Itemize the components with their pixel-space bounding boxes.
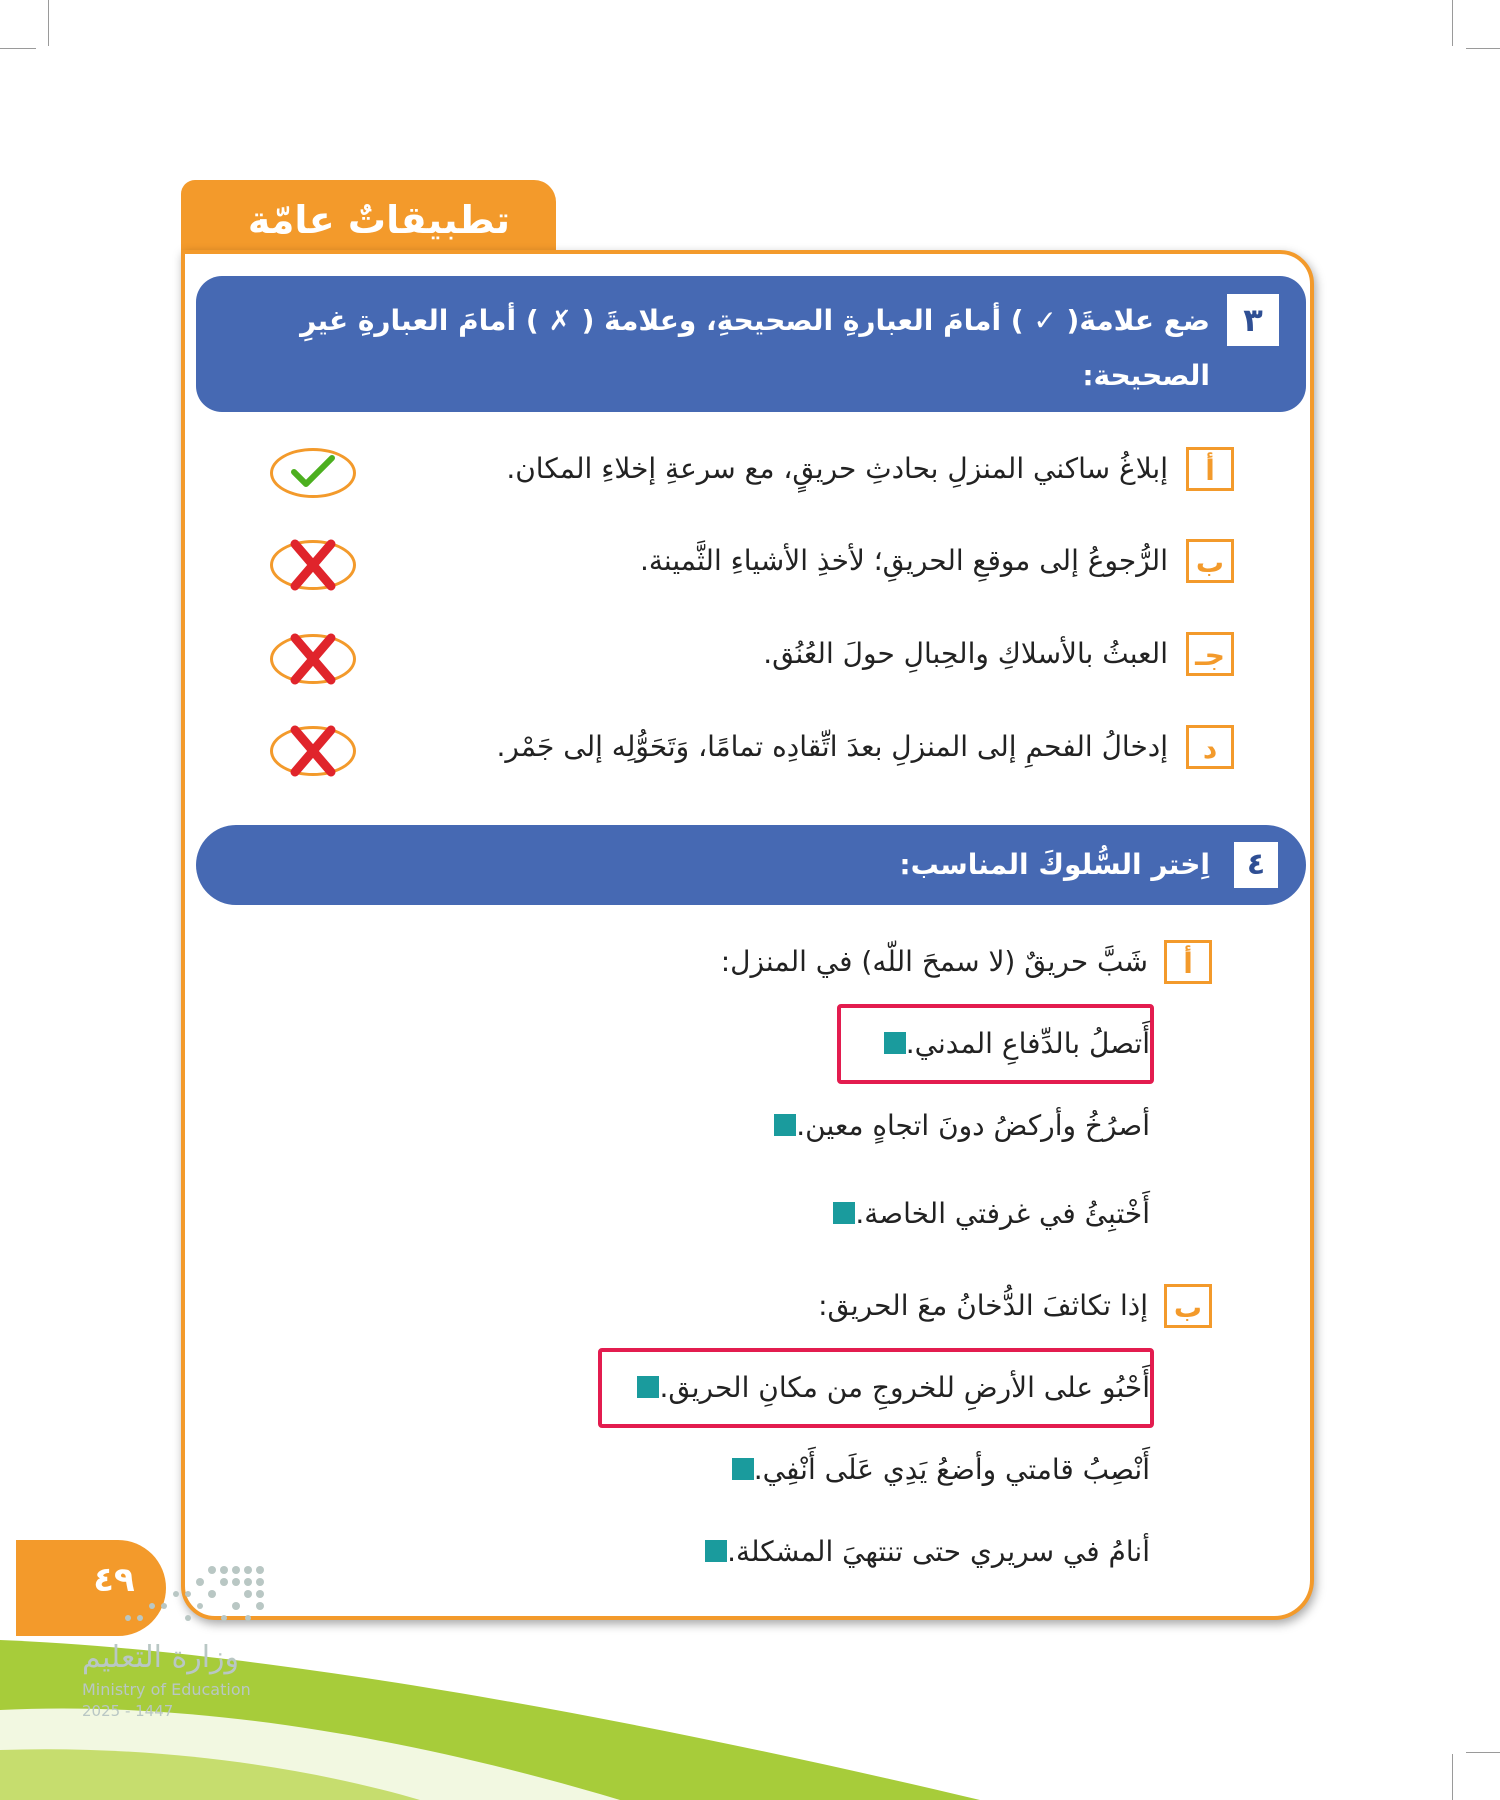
crop-mark [48,0,49,46]
option-item [722,1446,1150,1492]
cross-icon [289,724,337,778]
option-item [695,1528,1150,1574]
option-text: أَحْبُو على الأرضِ للخروجِ من مكانِ الحريق. [659,1370,1150,1404]
edition-year: 2025 - 1447 [82,1702,174,1720]
option-text: أصرُخُ وأركضُ دونَ اتجاهٍ معين. [796,1108,1150,1142]
crop-mark [1466,48,1500,49]
ministry-logo-dots-icon [90,1560,270,1630]
bullet-icon [833,1202,855,1224]
bullet-icon [637,1376,659,1398]
bullet-icon [705,1540,727,1562]
option-text: أَنْصِبُ قامتي وأضعُ يَدِي عَلَى أَنْفِي. [753,1452,1150,1486]
question-4-number: ٤ [1234,842,1278,888]
section-title: تطبيقاتٌ عامّة [247,198,510,242]
part-letter: ب [1164,1284,1212,1328]
statement-text: الرُّجوعُ إلى موقعِ الحريقِ؛ لأخذِ الأشياءِ الثَّمينة. [639,544,1168,577]
option-item [823,1190,1150,1236]
cross-icon [289,538,337,592]
bullet-icon [884,1032,906,1054]
question-3-instruction-line2: الصحيحة: [1082,359,1210,392]
part-letter: أ [1164,940,1212,984]
crop-mark [1452,0,1453,46]
footer-swoosh [0,1600,1500,1800]
cross-icon [289,632,337,686]
statement-text: إبلاغُ ساكني المنزلِ بحادثِ حريقٍ، مع سرعةِ إخلاءِ المكان. [506,452,1168,485]
item-letter: ب [1186,539,1234,583]
item-letter: أ [1186,447,1234,491]
option-item [764,1102,1150,1148]
part-question: شَبَّ حريقٌ (لا سمحَ اللّه) في المنزل: [720,945,1148,978]
option-item [627,1364,1150,1410]
question-4-instruction: اِختر السُّلوكَ المناسب: [899,848,1210,881]
statement-text: إدخالُ الفحمِ إلى المنزلِ بعدَ اتِّقادِه تمامًا، وَتَحَوُّلِه إلى جَمْر. [496,730,1168,763]
item-letter: جـ [1186,632,1234,676]
bullet-icon [732,1458,754,1480]
question-3-number: ٣ [1227,294,1279,346]
ministry-name-english: Ministry of Education [82,1680,251,1699]
bullet-icon [774,1114,796,1136]
option-text: أَخْتبِئُ في غرفتي الخاصة. [855,1196,1150,1230]
check-icon [288,452,338,492]
statement-text: العبثُ بالأسلاكِ والحِبالِ حولَ العُنُق. [763,637,1168,670]
ministry-name-arabic: وزارة التعليم [82,1640,240,1675]
option-item [874,1020,1150,1066]
question-3-instruction-line1: ضع علامةَ( ✓ ) أمامَ العبارةِ الصحيحةِ، وعلامةَ ( ✗ ) أمامَ العبارةِ غيرِ [300,304,1210,337]
page-number: ٤٩ [93,1560,135,1600]
crop-mark [0,48,36,49]
part-question: إذا تكاثفَ الدُّخانُ معَ الحريق: [818,1289,1148,1322]
item-letter: د [1186,725,1234,769]
option-text: أَتصلُ بالدِّفاعِ المدني. [905,1026,1150,1060]
option-text: أنامُ في سريري حتى تنتهيَ المشكلة. [727,1534,1150,1568]
